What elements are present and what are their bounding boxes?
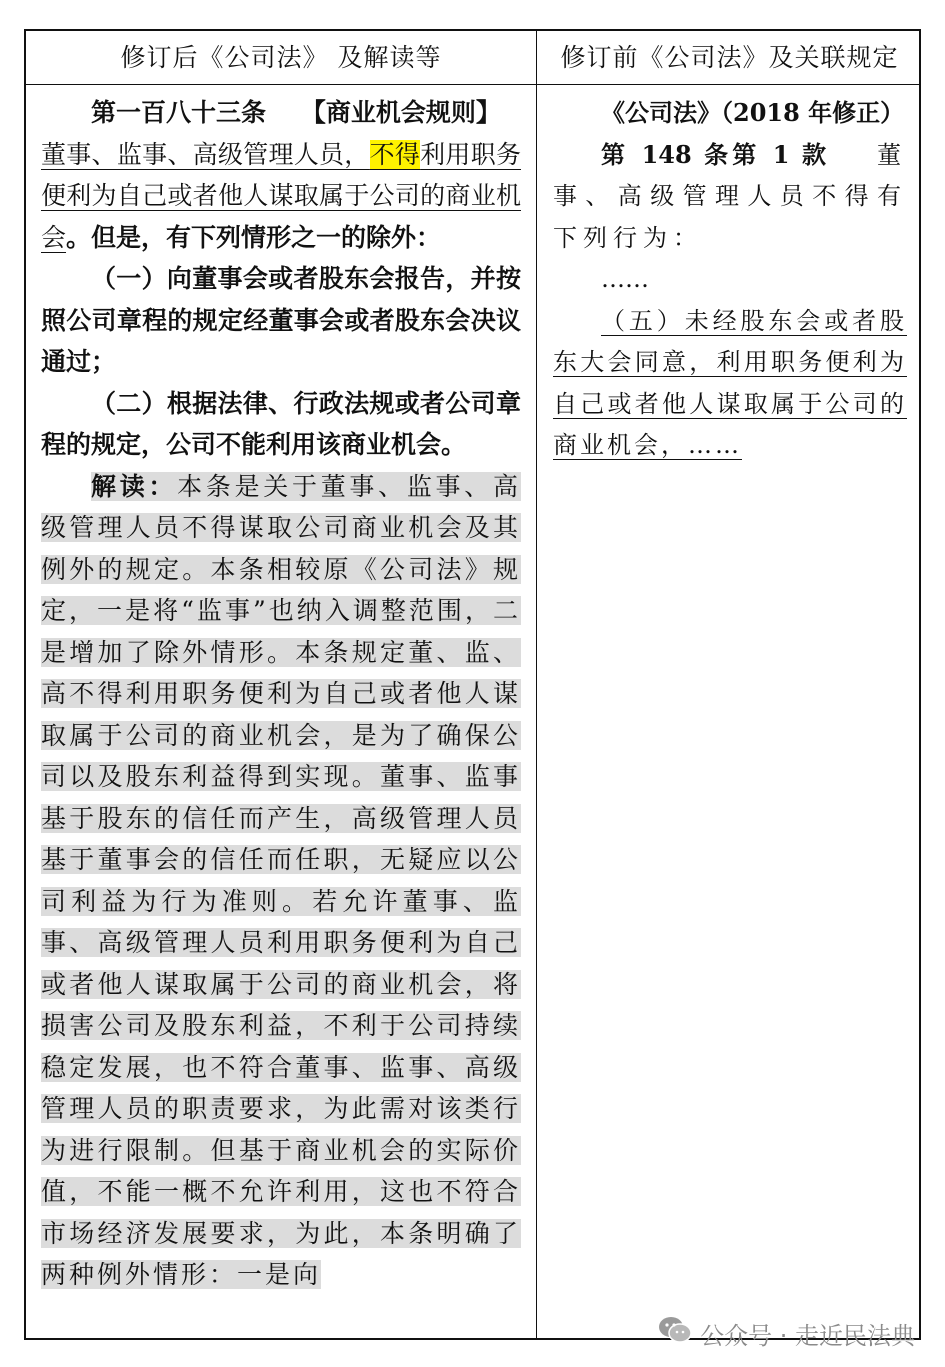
clause: [553, 134, 907, 260]
revised-column: [41, 92, 521, 1296]
comparison-table: [24, 29, 921, 1340]
interpretation-text: 本条是关于董事、监事、高级管理人员不得谋取公司商业机会及其例外的规定。本条相较原《公司法》规定，一是将“监事”也纳入调整范围，二是增加了除外情形。本条规定董、监、高不得利用职务便利为自己或者他人谋取属于公司的商业机会，是为了确保公司以及股东利益得到实现。董事、监事基于股东的信任而产生，高级管理人员基于董事会的信任而任职，无疑应以公司利益为行为准则。若允许董事、监事、高级管理人员利用职务便利为自己或者他人谋取属于公司的商业机会，将损害公司及股东利益，不利于公司持续稳定发展，也不符合董事、监事、高级管理人员的职责要求，为此需对该类行为进行限制。但基于商业机会的实际价值，不能一概不允许利用，这也不符合市场经济发展要求，为此，本条明确了两种例外情形：一是向: [41, 471, 521, 1289]
interpretation: [41, 466, 521, 1296]
original-item-5: [553, 301, 907, 467]
article-text-b: 利用职务便利为自己或者他人谋取属于公司的商业机会: [41, 139, 521, 252]
article-text-c: 。但是，有下列情形之一的除外：: [66, 222, 442, 252]
wechat-icon: [658, 1315, 692, 1351]
highlight-not-allowed: 不得: [369, 139, 421, 169]
header-revised: 修订后《公司法》 及解读等: [120, 43, 442, 72]
article-body: [41, 134, 521, 259]
source-law: 《公司法》（2018 年修正）: [601, 98, 905, 127]
exception-item-2: （二）根据法律、行政法规或者公司章程的规定，公司不能利用该商业机会。: [41, 388, 521, 459]
original-column: [553, 92, 907, 467]
interpretation-label: 解读：: [91, 471, 178, 501]
article-title: 【商业机会规则】: [300, 98, 501, 127]
clause-text: 董事、高级管理人员不得有下列行为：: [553, 140, 907, 252]
clause-label: 第 148 条第 1 款: [601, 139, 831, 169]
ellipsis: ……: [601, 265, 649, 293]
column-divider: [536, 31, 537, 1338]
article-text-a: 董事、监事、高级管理人员，: [41, 139, 370, 169]
original-item-5-text: （五）未经股东会或者股东大会同意，利用职务便利为自己或者他人谋取属于公司的商业机会，……: [553, 306, 907, 459]
exception-item-1: （一）向董事会或者股东会报告，并按照公司章程的规定经董事会或者股东会决议通过；: [41, 264, 521, 376]
watermark: [658, 1315, 915, 1351]
article-heading: [41, 92, 521, 134]
header-divider: [26, 84, 919, 85]
article-number: 第一百八十三条: [91, 98, 267, 127]
header-original: 修订前《公司法》及关联规定: [560, 43, 899, 72]
watermark-text: 公众号 · 走近民法典: [700, 1321, 915, 1350]
